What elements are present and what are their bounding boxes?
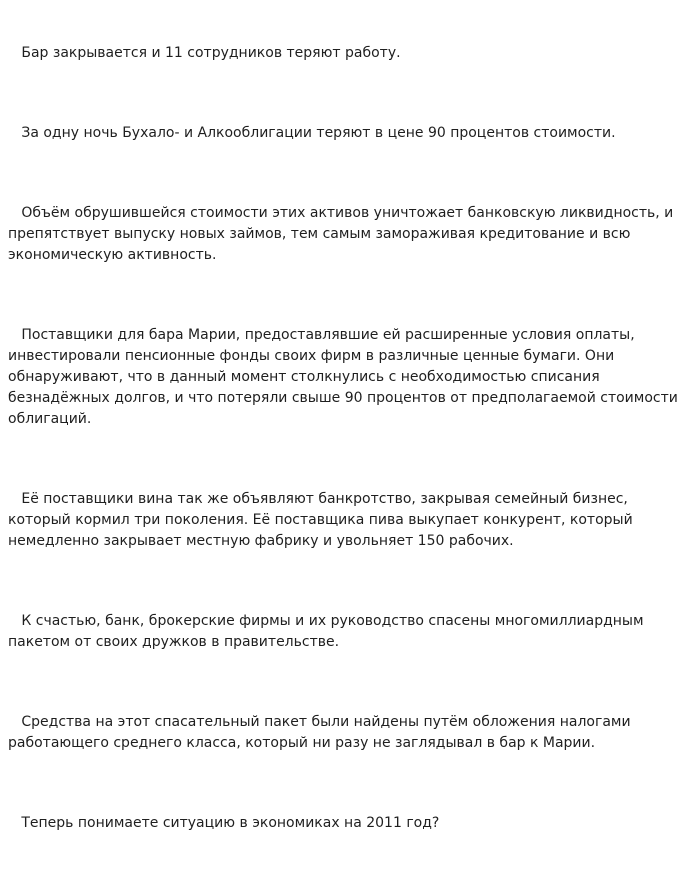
paragraph-bar-closes: Бар закрывается и 11 сотрудников теряют работу. (8, 45, 401, 61)
paragraph-suppliers-write-off: Поставщики для бара Марии, предоставлявшие ей расширенные условия оплаты, инвестировали пенсионные фонды своих фирм в различные ценные бумаги. Они обнаруживают, что в данный момент столкнулись с необходимостью списания безнадёжных долгов, и что потеряли свыше 90 процентов от предполагаемой стоимости облигаций. (8, 327, 683, 427)
paragraph-taxes-middle-class: Средства на этот спасательный пакет были найдены путём обложения налогами работающего среднего класса, который ни разу не заглядывал в бар к Марии. (8, 714, 636, 751)
paragraph-liquidity-destroyed: Объём обрушившейся стоимости этих активов уничтожает банковскую ликвидность, и препятствует выпуску новых займов, тем самым замораживая кредитование и всю экономическую активность. (8, 205, 678, 263)
paragraph-bonds-lose-value: За одну ночь Бухало- и Алкооблигации теряют в цене 90 процентов стоимости. (8, 125, 616, 141)
paragraph-bank-bailout: К счастью, банк, брокерские фирмы и их руководство спасены многомиллиардным пакетом от своих дружков в правительстве. (8, 613, 648, 650)
paragraph-economy-2011: Теперь понимаете ситуацию в экономиках на 2011 год? (8, 815, 440, 831)
paragraph-wine-beer-suppliers: Её поставщики вина так же объявляют банкротство, закрывая семейный бизнес, который кормил три поколения. Её поставщика пива выкупает конкурент, который немедленно закрывает местную фабрику и увольняет 150 рабочих. (8, 491, 638, 549)
